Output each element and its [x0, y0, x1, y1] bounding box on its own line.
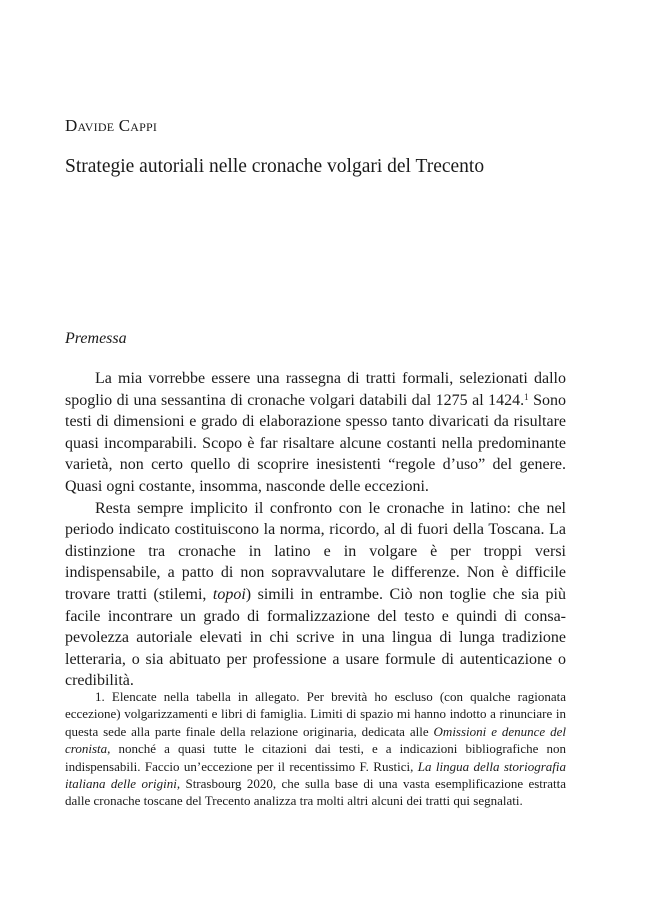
chapter-title: Strategie autoriali nelle cronache volgari del Trecento: [65, 156, 485, 177]
paragraph-text: Sono testi di dimensioni e grado di elaborazione spesso tanto divaricati da risultare quasi incomparabili. Scopo è far risaltare alcune costanti nella predominante varietà, non certo quello di scoprire inesistenti “regole d’uso” del genere. Quasi ogni costante, insomma, nasconde delle eccezioni.: [65, 391, 566, 495]
paragraph: [65, 368, 566, 498]
paragraph: [65, 498, 566, 692]
footnote-segment: 1. Elencate nella tabella in allegato. Per brevità ho escluso (con qualche ragionata eccezione) volgarizzamenti e libri di famiglia. Limiti di spazio mi hanno indotto a rinunciare in questa sede alla parte finale della relazione originaria, dedicata alle: [65, 689, 566, 739]
footnote-reference[interactable]: 1: [524, 391, 529, 402]
footnote-segment: , nonché a quasi tutte le citazioni dai testi, e a indicazioni bibliografiche non indispensabili. Faccio un’eccezione per il recentissimo F. Rustici,: [65, 741, 566, 774]
body-text: [65, 368, 566, 692]
footnote-italic-title: La lingua della storiografia italiana delle origini: [65, 758, 566, 792]
paragraph-text: Resta sempre implicito il confronto con le cronache in latino: che nel periodo indicato costituiscono la norma, ricordo, al di fuori della Toscana. La distinzione tra cronache in latino e in volgare è per troppi versi indispensabile, a patto di non sopravvalutare le differenze. Non è difficile trovare tratti (stilemi,: [65, 499, 566, 603]
footnote-segment: , Strasbourg 2020, che sulla base di una vasta esemplificazione estratta dalle cronache toscane del Trecento analizza tra molti altri alcuni dei tratti qui segnalati.: [65, 776, 566, 809]
footnote: [65, 688, 566, 810]
italic-term: topoi: [212, 585, 246, 603]
section-heading: Premessa: [65, 330, 127, 347]
author-name: Davide Cappi: [65, 116, 158, 135]
paragraph-text: La mia vorrebbe essere una rassegna di tratti formali, selezionati dallo spoglio di una sessantina di cronache volgari databili dal 1275 al 1424.: [65, 370, 566, 409]
paragraph-text: ) simili in entrambe. Ciò non toglie che sia più facile incontrare un grado di formalizzazione del testo e quindi di consapevolezza autoriale elevati in chi scrive in una lingua di lunga tradizione letteraria, o sia abituato per professione a usare formule di autenticazione o credibilità.: [65, 585, 566, 690]
footnote-italic-title: Omissioni e denunce del cronista: [65, 723, 566, 757]
footnote-text: [65, 688, 566, 810]
